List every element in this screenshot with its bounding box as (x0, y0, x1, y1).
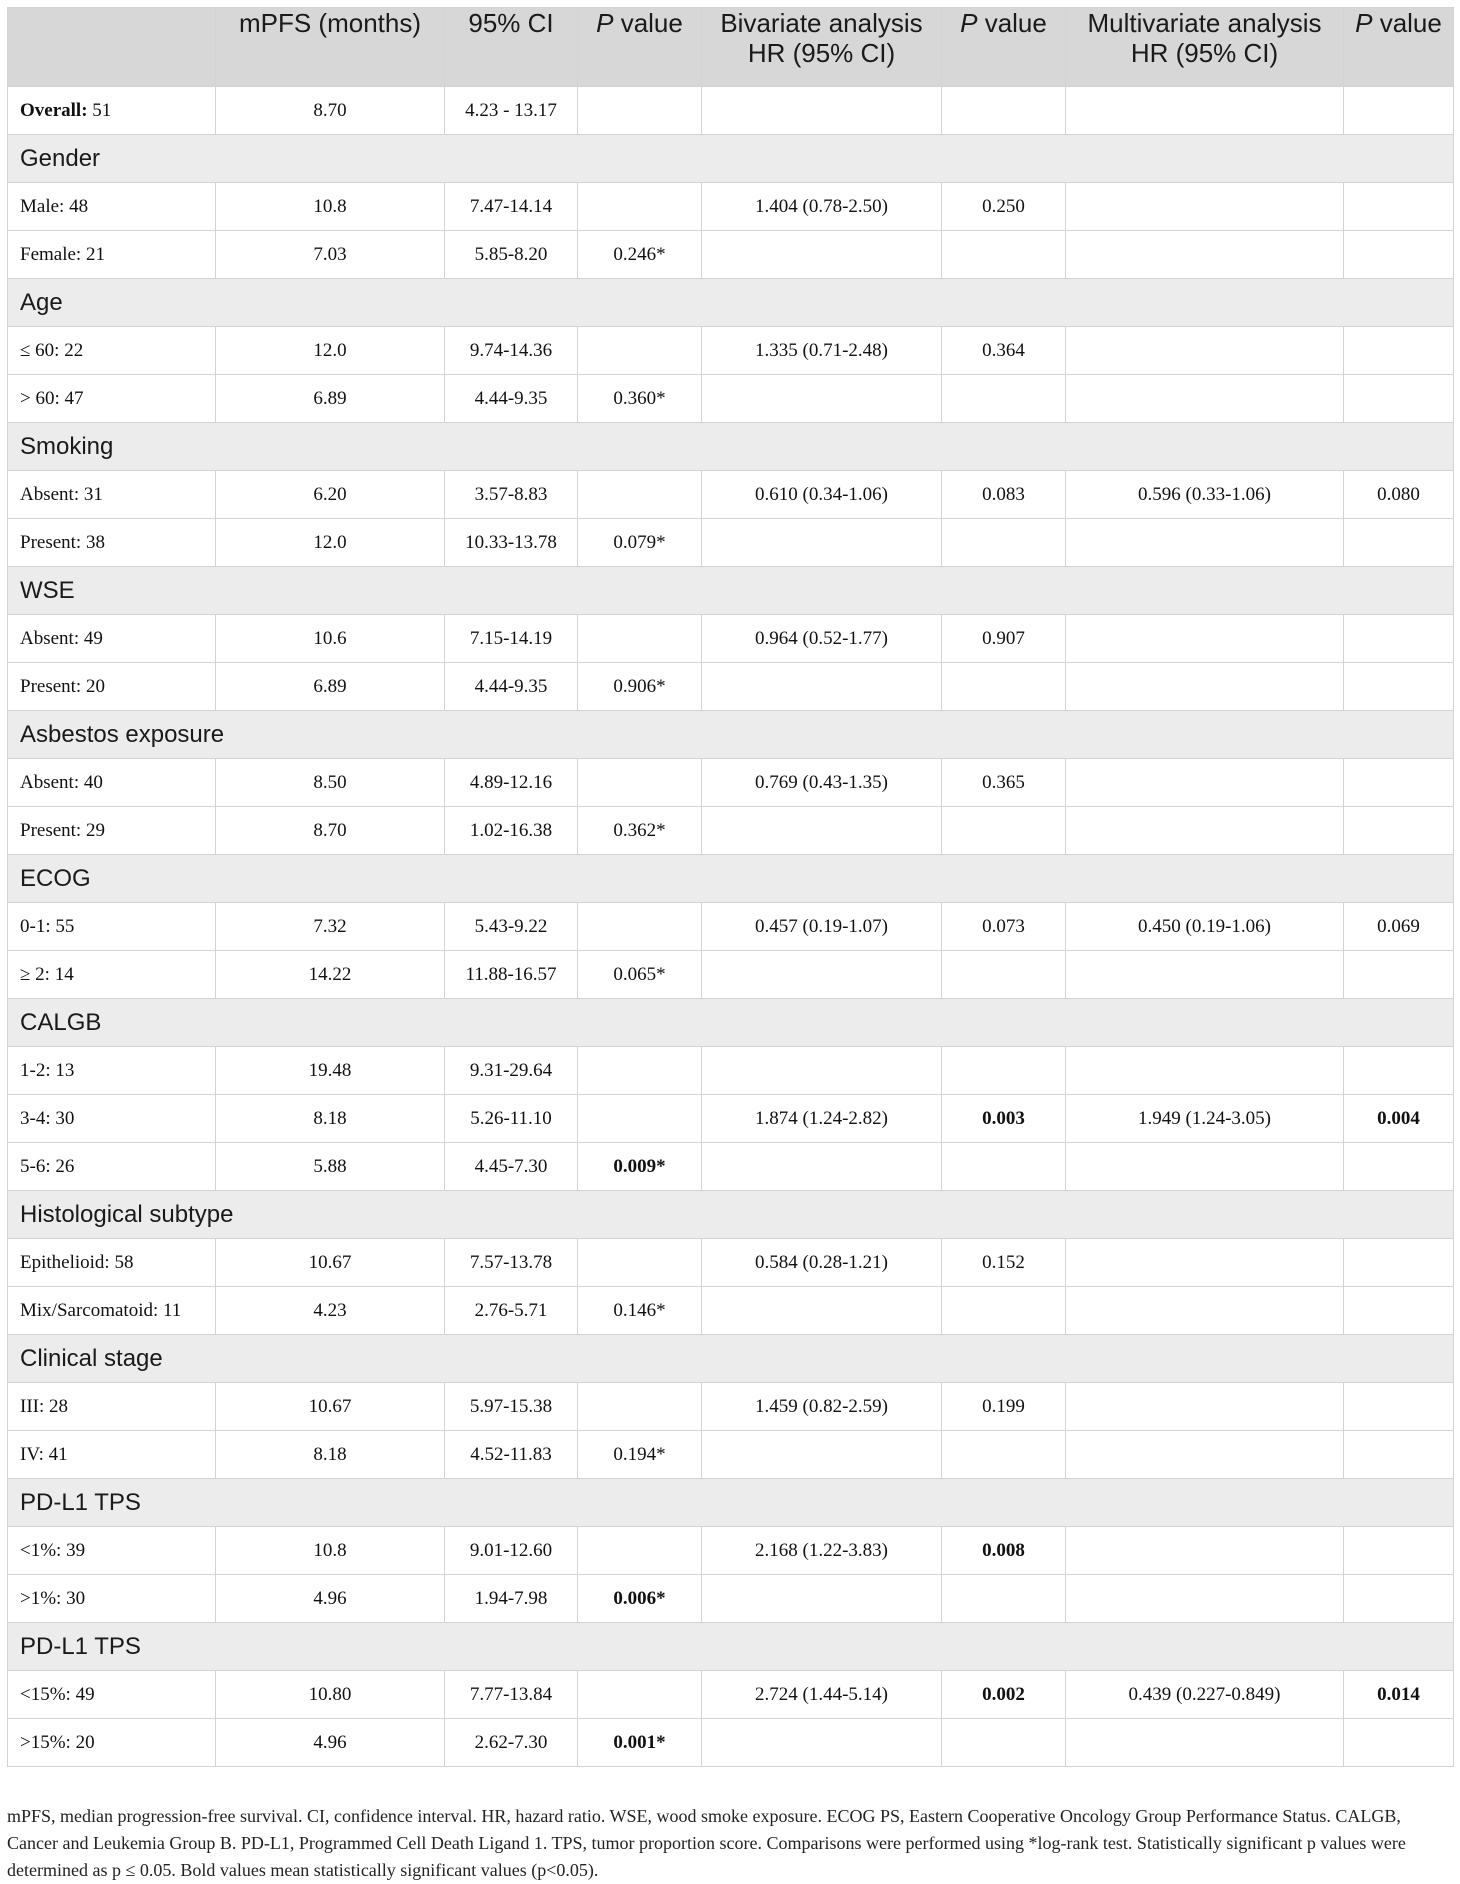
cell-ci: 5.85-8.20 (445, 231, 578, 279)
row-label: Epithelioid: 58 (8, 1239, 216, 1287)
row-label: 1-2: 13 (8, 1047, 216, 1095)
group-title: Asbestos exposure (8, 711, 1454, 759)
table-row (8, 1047, 1454, 1095)
cell-multivariate-p (1344, 231, 1454, 279)
table-row (8, 1287, 1454, 1335)
cell-bivariate-p: 0.002 (942, 1671, 1066, 1719)
table-row (8, 807, 1454, 855)
header-p-italic: P (596, 8, 614, 38)
cell-multivariate-p (1344, 183, 1454, 231)
cell-bivariate-hr (702, 1287, 942, 1335)
cell-p: 0.194* (578, 1431, 702, 1479)
group-row-stage (8, 1335, 1454, 1383)
overall-label-bold: Overall: (20, 99, 88, 121)
cell-mpfs: 7.03 (216, 231, 445, 279)
cell-bivariate-p (942, 1431, 1066, 1479)
cell-bivariate-hr (702, 663, 942, 711)
cell-multivariate-p (1344, 1719, 1454, 1767)
row-label: 5-6: 26 (8, 1143, 216, 1191)
row-label: IV: 41 (8, 1431, 216, 1479)
cell-mpfs: 6.89 (216, 375, 445, 423)
group-title: PD-L1 TPS (8, 1479, 1454, 1527)
overall-ci: 4.23 - 13.17 (445, 87, 578, 135)
header-p-rest: value (613, 8, 683, 38)
header-bivariate-line1: Bivariate analysis (720, 8, 923, 38)
cell-p (578, 1383, 702, 1431)
cell-mpfs: 5.88 (216, 1143, 445, 1191)
cell-bivariate-p: 0.073 (942, 903, 1066, 951)
cell-p: 0.360* (578, 375, 702, 423)
cell-bivariate-p (942, 231, 1066, 279)
cell-ci: 4.44-9.35 (445, 375, 578, 423)
cell-multivariate-hr (1066, 1287, 1344, 1335)
table-row (8, 615, 1454, 663)
cell-bivariate-p: 0.364 (942, 327, 1066, 375)
table-row (8, 1095, 1454, 1143)
cell-p (578, 327, 702, 375)
cell-ci: 9.01-12.60 (445, 1527, 578, 1575)
row-label: Male: 48 (8, 183, 216, 231)
group-title: CALGB (8, 999, 1454, 1047)
table-row (8, 471, 1454, 519)
overall-row (8, 87, 1454, 135)
cell-ci: 10.33-13.78 (445, 519, 578, 567)
cell-bivariate-hr (702, 1143, 942, 1191)
cell-multivariate-p: 0.014 (1344, 1671, 1454, 1719)
cell-ci: 9.74-14.36 (445, 327, 578, 375)
header-p-value (578, 8, 702, 87)
cell-bivariate-p: 0.008 (942, 1527, 1066, 1575)
header-bivariate-line2: HR (95% CI) (747, 38, 896, 68)
survival-analysis-table (7, 7, 1454, 1767)
cell-ci: 5.26-11.10 (445, 1095, 578, 1143)
cell-p (578, 759, 702, 807)
cell-bivariate-p: 0.003 (942, 1095, 1066, 1143)
cell-p (578, 1671, 702, 1719)
row-label: 3-4: 30 (8, 1095, 216, 1143)
cell-p: 0.006* (578, 1575, 702, 1623)
row-label: <1%: 39 (8, 1527, 216, 1575)
cell-p: 0.065* (578, 951, 702, 999)
cell-p: 0.146* (578, 1287, 702, 1335)
cell-ci: 11.88-16.57 (445, 951, 578, 999)
cell-ci: 4.44-9.35 (445, 663, 578, 711)
cell-bivariate-p: 0.083 (942, 471, 1066, 519)
cell-ci: 3.57-8.83 (445, 471, 578, 519)
overall-label (8, 87, 216, 135)
table-footnote: mPFS, median progression-free survival. CI, confidence interval. HR, hazard ratio. WSE, wood smoke exposure. ECOG PS, Eastern Cooperative Oncology Group Performance Status. CALGB, Cancer and Leukemia Group B. PD-L1, Programmed Cell Death Ligand 1. TPS, tumor proportion score. Comparisons were performed using *log-rank test. Statistically significant p values were determined as p ≤ 0.05. Bold values mean statistically significant values (p<0.05). (7, 1806, 1406, 1880)
table-row (8, 1671, 1454, 1719)
cell-p: 0.001* (578, 1719, 702, 1767)
cell-multivariate-hr (1066, 1431, 1344, 1479)
cell-bivariate-p: 0.199 (942, 1383, 1066, 1431)
cell-multivariate-hr (1066, 1239, 1344, 1287)
cell-multivariate-p (1344, 1575, 1454, 1623)
table-row (8, 1527, 1454, 1575)
cell-p: 0.906* (578, 663, 702, 711)
cell-ci: 2.76-5.71 (445, 1287, 578, 1335)
cell-mpfs: 4.23 (216, 1287, 445, 1335)
cell-multivariate-p (1344, 1383, 1454, 1431)
cell-multivariate-p (1344, 519, 1454, 567)
table-row (8, 663, 1454, 711)
header-bp-italic: P (960, 8, 978, 38)
table-row (8, 1719, 1454, 1767)
row-label: ≥ 2: 14 (8, 951, 216, 999)
header-label (8, 8, 216, 87)
cell-ci: 7.77-13.84 (445, 1671, 578, 1719)
cell-multivariate-p (1344, 1143, 1454, 1191)
cell-multivariate-hr: 1.949 (1.24-3.05) (1066, 1095, 1344, 1143)
cell-bivariate-hr (702, 951, 942, 999)
table-row (8, 1239, 1454, 1287)
header-bivariate-p-value (942, 8, 1066, 87)
cell-bivariate-p (942, 807, 1066, 855)
cell-bivariate-hr: 1.459 (0.82-2.59) (702, 1383, 942, 1431)
overall-mp (1344, 87, 1454, 135)
table-row (8, 903, 1454, 951)
cell-bivariate-p: 0.365 (942, 759, 1066, 807)
cell-bivariate-hr: 0.610 (0.34-1.06) (702, 471, 942, 519)
header-mp-rest: value (1372, 8, 1442, 38)
group-row-pdl1-1pct (8, 1479, 1454, 1527)
group-title: PD-L1 TPS (8, 1623, 1454, 1671)
group-title: ECOG (8, 855, 1454, 903)
cell-multivariate-hr (1066, 807, 1344, 855)
group-row-calgb (8, 999, 1454, 1047)
cell-multivariate-p (1344, 807, 1454, 855)
cell-mpfs: 8.70 (216, 807, 445, 855)
cell-multivariate-p (1344, 615, 1454, 663)
header-multivariate (1066, 8, 1344, 87)
cell-multivariate-p (1344, 663, 1454, 711)
overall-p (578, 87, 702, 135)
cell-multivariate-p: 0.069 (1344, 903, 1454, 951)
row-label: Absent: 49 (8, 615, 216, 663)
cell-bivariate-p (942, 1719, 1066, 1767)
cell-p (578, 1047, 702, 1095)
cell-p (578, 471, 702, 519)
group-row-smoking (8, 423, 1454, 471)
cell-multivariate-hr (1066, 615, 1344, 663)
row-label: Absent: 31 (8, 471, 216, 519)
cell-multivariate-hr (1066, 1527, 1344, 1575)
header-multivariate-line1: Multivariate analysis (1087, 8, 1322, 38)
cell-bivariate-p (942, 951, 1066, 999)
group-row-age (8, 279, 1454, 327)
cell-multivariate-hr (1066, 327, 1344, 375)
cell-multivariate-hr (1066, 1383, 1344, 1431)
cell-bivariate-p (942, 1575, 1066, 1623)
group-row-ecog (8, 855, 1454, 903)
group-row-pdl1-15pct (8, 1623, 1454, 1671)
cell-multivariate-hr (1066, 1047, 1344, 1095)
table-row (8, 1575, 1454, 1623)
cell-p (578, 903, 702, 951)
cell-bivariate-hr: 2.168 (1.22-3.83) (702, 1527, 942, 1575)
cell-bivariate-hr: 0.769 (0.43-1.35) (702, 759, 942, 807)
table-row (8, 375, 1454, 423)
cell-multivariate-hr (1066, 231, 1344, 279)
cell-multivariate-p (1344, 1431, 1454, 1479)
cell-ci: 7.15-14.19 (445, 615, 578, 663)
group-title: Smoking (8, 423, 1454, 471)
cell-mpfs: 12.0 (216, 519, 445, 567)
cell-mpfs: 4.96 (216, 1575, 445, 1623)
group-row-wse (8, 567, 1454, 615)
header-multivariate-p-value (1344, 8, 1454, 87)
cell-multivariate-p: 0.004 (1344, 1095, 1454, 1143)
cell-bivariate-hr: 1.874 (1.24-2.82) (702, 1095, 942, 1143)
cell-multivariate-hr (1066, 663, 1344, 711)
cell-bivariate-hr: 0.584 (0.28-1.21) (702, 1239, 942, 1287)
cell-ci: 2.62-7.30 (445, 1719, 578, 1767)
header-mp-italic: P (1355, 8, 1373, 38)
overall-mpfs: 8.70 (216, 87, 445, 135)
cell-bivariate-p: 0.250 (942, 183, 1066, 231)
header-ci: 95% CI (445, 8, 578, 87)
overall-bhr (702, 87, 942, 135)
cell-bivariate-p (942, 1287, 1066, 1335)
cell-bivariate-p (942, 1143, 1066, 1191)
cell-mpfs: 4.96 (216, 1719, 445, 1767)
cell-bivariate-p: 0.907 (942, 615, 1066, 663)
cell-p: 0.362* (578, 807, 702, 855)
cell-bivariate-hr (702, 1431, 942, 1479)
group-row-histology (8, 1191, 1454, 1239)
cell-mpfs: 10.6 (216, 615, 445, 663)
cell-ci: 7.47-14.14 (445, 183, 578, 231)
cell-bivariate-hr (702, 519, 942, 567)
cell-multivariate-hr: 0.596 (0.33-1.06) (1066, 471, 1344, 519)
cell-multivariate-hr: 0.450 (0.19-1.06) (1066, 903, 1344, 951)
table-row (8, 1383, 1454, 1431)
cell-multivariate-hr (1066, 759, 1344, 807)
row-label: Present: 20 (8, 663, 216, 711)
table-row (8, 1431, 1454, 1479)
table-row (8, 1143, 1454, 1191)
cell-ci: 1.02-16.38 (445, 807, 578, 855)
cell-mpfs: 12.0 (216, 327, 445, 375)
cell-multivariate-hr (1066, 183, 1344, 231)
cell-multivariate-p (1344, 1239, 1454, 1287)
table-row (8, 231, 1454, 279)
cell-mpfs: 8.50 (216, 759, 445, 807)
table-row (8, 327, 1454, 375)
cell-ci: 4.45-7.30 (445, 1143, 578, 1191)
cell-bivariate-hr: 2.724 (1.44-5.14) (702, 1671, 942, 1719)
row-label: Absent: 40 (8, 759, 216, 807)
cell-p (578, 183, 702, 231)
group-title: WSE (8, 567, 1454, 615)
cell-ci: 1.94-7.98 (445, 1575, 578, 1623)
cell-multivariate-hr (1066, 951, 1344, 999)
cell-bivariate-hr (702, 1047, 942, 1095)
cell-multivariate-hr: 0.439 (0.227-0.849) (1066, 1671, 1344, 1719)
cell-ci: 7.57-13.78 (445, 1239, 578, 1287)
overall-label-rest: 51 (87, 99, 112, 121)
cell-multivariate-hr (1066, 1719, 1344, 1767)
cell-ci: 5.43-9.22 (445, 903, 578, 951)
cell-mpfs: 10.8 (216, 1527, 445, 1575)
row-label: III: 28 (8, 1383, 216, 1431)
cell-p: 0.079* (578, 519, 702, 567)
cell-ci: 5.97-15.38 (445, 1383, 578, 1431)
cell-multivariate-p (1344, 951, 1454, 999)
header-bp-rest: value (977, 8, 1047, 38)
cell-bivariate-hr (702, 807, 942, 855)
cell-p (578, 1095, 702, 1143)
cell-ci: 4.89-12.16 (445, 759, 578, 807)
row-label: >1%: 30 (8, 1575, 216, 1623)
table-header-row (8, 8, 1454, 87)
cell-mpfs: 7.32 (216, 903, 445, 951)
cell-multivariate-hr (1066, 375, 1344, 423)
row-label: >15%: 20 (8, 1719, 216, 1767)
header-mpfs: mPFS (months) (216, 8, 445, 87)
table-row (8, 183, 1454, 231)
cell-ci: 4.52-11.83 (445, 1431, 578, 1479)
cell-multivariate-p (1344, 1287, 1454, 1335)
cell-multivariate-hr (1066, 1575, 1344, 1623)
row-label: Present: 29 (8, 807, 216, 855)
cell-multivariate-hr (1066, 519, 1344, 567)
cell-bivariate-hr (702, 1575, 942, 1623)
row-label: 0-1: 55 (8, 903, 216, 951)
cell-bivariate-p: 0.152 (942, 1239, 1066, 1287)
cell-bivariate-hr: 0.964 (0.52-1.77) (702, 615, 942, 663)
cell-mpfs: 10.80 (216, 1671, 445, 1719)
group-title: Histological subtype (8, 1191, 1454, 1239)
cell-multivariate-p: 0.080 (1344, 471, 1454, 519)
cell-p: 0.246* (578, 231, 702, 279)
cell-multivariate-p (1344, 375, 1454, 423)
cell-mpfs: 10.67 (216, 1239, 445, 1287)
cell-mpfs: 8.18 (216, 1095, 445, 1143)
table-row (8, 519, 1454, 567)
cell-p (578, 1239, 702, 1287)
cell-bivariate-p (942, 375, 1066, 423)
row-label: > 60: 47 (8, 375, 216, 423)
row-label: <15%: 49 (8, 1671, 216, 1719)
cell-mpfs: 6.89 (216, 663, 445, 711)
group-title: Gender (8, 135, 1454, 183)
cell-multivariate-hr (1066, 1143, 1344, 1191)
table-row (8, 951, 1454, 999)
cell-multivariate-p (1344, 327, 1454, 375)
cell-bivariate-p (942, 519, 1066, 567)
cell-mpfs: 8.18 (216, 1431, 445, 1479)
cell-multivariate-p (1344, 1047, 1454, 1095)
cell-p: 0.009* (578, 1143, 702, 1191)
cell-bivariate-hr (702, 231, 942, 279)
cell-mpfs: 10.8 (216, 183, 445, 231)
cell-bivariate-hr: 1.335 (0.71-2.48) (702, 327, 942, 375)
row-label: Female: 21 (8, 231, 216, 279)
table-row (8, 759, 1454, 807)
header-bivariate (702, 8, 942, 87)
cell-p (578, 1527, 702, 1575)
overall-bp (942, 87, 1066, 135)
cell-p (578, 615, 702, 663)
cell-multivariate-p (1344, 759, 1454, 807)
cell-bivariate-p (942, 663, 1066, 711)
cell-mpfs: 19.48 (216, 1047, 445, 1095)
group-title: Clinical stage (8, 1335, 1454, 1383)
cell-bivariate-hr: 1.404 (0.78-2.50) (702, 183, 942, 231)
cell-bivariate-hr (702, 1719, 942, 1767)
cell-ci: 9.31-29.64 (445, 1047, 578, 1095)
row-label: Present: 38 (8, 519, 216, 567)
cell-bivariate-p (942, 1047, 1066, 1095)
group-row-asbestos (8, 711, 1454, 759)
overall-mhr (1066, 87, 1344, 135)
row-label: Mix/Sarcomatoid: 11 (8, 1287, 216, 1335)
cell-mpfs: 10.67 (216, 1383, 445, 1431)
cell-bivariate-hr: 0.457 (0.19-1.07) (702, 903, 942, 951)
cell-bivariate-hr (702, 375, 942, 423)
row-label: ≤ 60: 22 (8, 327, 216, 375)
cell-mpfs: 6.20 (216, 471, 445, 519)
header-multivariate-line2: HR (95% CI) (1130, 38, 1279, 68)
group-title: Age (8, 279, 1454, 327)
group-row-gender (8, 135, 1454, 183)
cell-mpfs: 14.22 (216, 951, 445, 999)
cell-multivariate-p (1344, 1527, 1454, 1575)
